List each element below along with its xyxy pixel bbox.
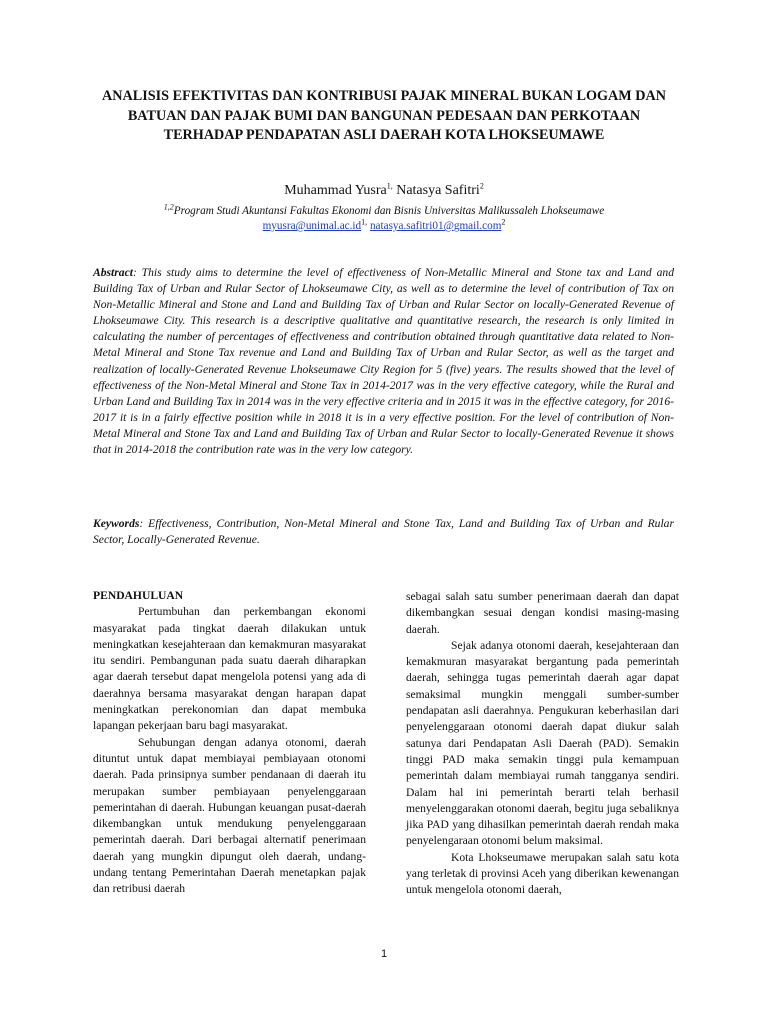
email-1-superscript: 1, [361, 217, 368, 227]
email-link-2[interactable]: natasya.safitri01@gmail.com [369, 220, 502, 232]
author-emails [90, 219, 678, 233]
abstract [93, 265, 674, 458]
paragraph: Sejak adanya otonomi daerah, kesejahteraan dan kemakmuran masyarakat bergantung pada pemerintah daerah, sehingga tugas pemerintah daerah agar dapat semaksimal mungkin menggali sumber-sumber pendapatan asli daerahnya. Pengukuran keberhasilan dari penyelenggaraan otonomi daerah dapat diukur salah satunya dari Pendapatan Asli Daerah (PAD). Semakin tinggi PAD maka semakin tinggi pula kemampuan pemerintah dalam membiayai rumah tangganya sendiri. Dalam hal ini pemerintah berarti telah berhasil menyelenggarakan otonomi daerah, begitu juga sebaliknya jika PAD yang dihasilkan pemerintah daerah rendah maka penyelengaraan otonomi belum maksimal. [406, 638, 680, 848]
author-1-name: Muhammad Yusra [284, 183, 387, 198]
paragraph: Sehubungan dengan adanya otonomi, daerah dituntut untuk dapat membiayai pembiayaan otonomi daerah. Pada prinsipnya sumber pendanaan di daerah itu merupakan sumber pembiayaan penyelenggaraan pemerintahan di daerah. Hubungan keuangan pusat-daerah dikembangkan untuk mendukung penyelenggaraan pemerintah daerah. Dari berbagai alternatif penerimaan daerah yang mungkin dipungut oleh daerah, undang-undang tentang Pemerintahan Daerah menetapkan pajak dan retribusi daerah [93, 735, 366, 896]
paper-title: ANALISIS EFEKTIVITAS DAN KONTRIBUSI PAJAK MINERAL BUKAN LOGAM DAN BATUAN DAN PAJAK BUMI DAN BANGUNAN PEDESAAN DAN PERKOTAAN TERHADAP PENDAPATAN ASLI DAERAH KOTA LHOKSEUMAWE [102, 88, 666, 143]
paragraph: sebagai salah satu sumber penerimaan daerah dan dapat dikembangkan sesuai dengan kondisi masing-masing daerah. [406, 590, 679, 636]
affiliation [90, 204, 678, 218]
email-link-1[interactable]: myusra@unimal.ac.id [262, 220, 362, 232]
email-2-superscript: 2 [501, 217, 506, 227]
author-2-name: Natasya Safitri [392, 183, 480, 198]
affiliation-superscript: 1,2 [163, 202, 174, 212]
keywords [93, 516, 674, 548]
author-2-superscript: 2 [479, 181, 484, 191]
keywords-text: : Effectiveness, Contribution, Non-Metal Mineral and Stone Tax, Land and Building Tax of Urban and Rular Sector, Locally-Generated Revenue. [93, 517, 674, 547]
affiliation-text: Program Studi Akuntansi Fakultas Ekonomi dan Bisnis Universitas Malikussaleh Lhokseumawe [173, 205, 605, 217]
right-column [406, 589, 679, 899]
paragraph: Pertumbuhan dan perkembangan ekonomi masyarakat pada tingkat daerah dilakukan untuk meningkatkan kesejahteraan dan kemakmuran masyarakat itu sendiri. Pembangunan pada suatu daerah diharapkan agar daerah tersebut dapat mengelola potensi yang ada di daerahnya bersama masyarakat dengan harapan dapat meningkatkan perekonomian dan dapat membuka lapangan pekerjaan baru bagi masyarakat. [93, 605, 366, 733]
author-1-superscript: 1, [386, 181, 393, 191]
keywords-label: Keywords [93, 517, 140, 530]
section-heading: PENDAHULUAN [93, 589, 184, 602]
page-number: 1 [380, 948, 388, 960]
author-line [90, 182, 678, 200]
abstract-label: Abstract [93, 266, 133, 279]
left-column [93, 588, 366, 898]
abstract-text: : This study aims to determine the level of effectiveness of Non-Metallic Mineral and Stone tax and Land and Building Tax of Urban and Rular Sector of Lhokseumawe City, as well as to determine the level of contribution of Tax on Non-Metallic Mineral and Stone and Land and Building Tax of Urban and Rular Sector on locally-Generated Revenue of Lhokseumawe City. This research is a descriptive qualitative and quantitative research, the research is only limited in calculating the number of percentages of effectiveness and contribution obtained through quantitative data related to Non-Metal Mineral and Stone Tax revenue and Land and Building Tax of Urban and Rular Sector, as well as the target and realization of locally-Generated Revenue Lhokseumawe City Region for 5 (five) years. The results showed that the level of effectiveness of the Non-Metal Mineral and Stone Tax in 2014-2017 was in the very effective category, while the Rural and Urban Land and Building Tax in 2014 was in the very effective criteria and in 2015 it was in the effective category, for 2016-2017 it is in a fairly effective position while in 2018 it is in a very effective position. For the level of contribution of Non-Metal Mineral and Stone Tax and Land and Building Tax of Urban and Rular Sector to locally-Generated Revenue it shows that in 2014-2018 the contribution rate was in the very low category. [93, 266, 674, 457]
paragraph: Kota Lhokseumawe merupakan salah satu kota yang terletak di provinsi Aceh yang diberikan kewenangan untuk mengelola otonomi daerah, [406, 850, 679, 897]
